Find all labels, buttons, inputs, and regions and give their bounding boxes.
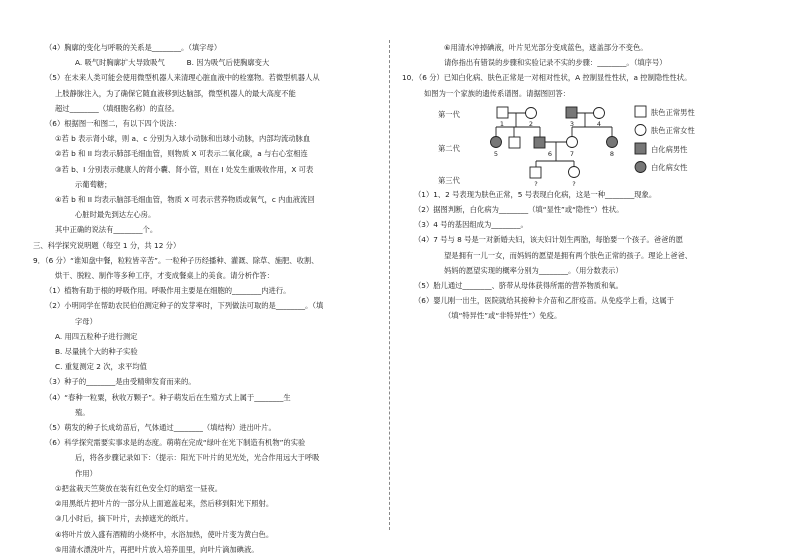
q8-part5-line1: （5）在未来人类可能会使用微型机器人来清理心脏血液中的栓塞物。若微型机器人从: [45, 73, 320, 83]
label-7: 7: [569, 149, 575, 158]
q10-part2: （2）据图判断，白化病为________（填“显性”或“隐性”）性状。: [414, 205, 624, 215]
q10-part6-line2: （填“特异性”或“非特异性”）免疫。: [444, 311, 562, 321]
q9-part6-line3: 作用）: [75, 468, 97, 478]
pedigree-chart: [412, 101, 772, 187]
label-3: 3: [569, 119, 575, 128]
q10-part3: （3）4 号的基因组成为________。: [414, 220, 528, 230]
q9-step-5: ⑤用清水漂洗叶片，再把叶片放入培养皿里，向叶片滴加碘液。: [55, 544, 259, 554]
gen3-unknown-female: [569, 166, 580, 177]
unknown-mark-2: ?: [572, 179, 576, 187]
unknown-mark-1: ?: [534, 179, 538, 187]
legend-albino-female: 白化病女性: [651, 162, 688, 172]
q8-statement-4: ④若 b 和 II 均表示脑部毛细血管，物质 X 可表示营养物质或氧气，c 内血液流回: [55, 195, 315, 205]
individual-7-normal-female: [567, 136, 578, 147]
q10-intro-line2: 如图为一个家族的遗传系谱图。请据图回答：: [424, 88, 570, 98]
q9-intro-line2: 烘干、脱粒、制作等多种工序，才变成餐桌上的美食。请分析作答：: [55, 271, 274, 281]
q10-part4-line1: （4）7 号与 8 号是一对新婚夫妇，该夫妇计划生两胎，每胎要一个孩子。爸爸的愿: [414, 235, 683, 245]
gen2-normal-male: [509, 137, 520, 148]
legend-normal-female-symbol: [635, 124, 646, 135]
generation-1-label: 第一代: [438, 109, 460, 119]
legend-normal-male: 肤色正常男性: [651, 107, 695, 117]
individual-3-albino-male: [566, 107, 577, 118]
q9-part4-cont: 殖。: [75, 407, 90, 417]
q9-intro-line1: 9．（6 分）“谁知盘中餐，粒粒皆辛苦”。一粒种子历经播种、灌溉、除草、施肥、收割、: [33, 255, 319, 265]
left-column: [33, 40, 385, 557]
pedigree-diagram: [412, 101, 772, 187]
q9-part2: （2）小明同学在帮助农民伯伯测定种子的发芽率时，下列做法可取的是________。（填: [45, 301, 324, 311]
q10-part5: （5）胎儿通过________、脐带从母体获得所需的营养物质和氧。: [414, 281, 623, 291]
q8-conclusion: 其中正确的说法有________个。: [55, 225, 158, 235]
q9-option-c: C. 重复测定 2 次，求平均值: [55, 362, 147, 372]
q9-part4: （4）“春种一粒粟，秋收万颗子”。种子萌发后在生殖方式上属于________生: [45, 392, 291, 402]
individual-4-normal-female: [594, 107, 605, 118]
individual-6-albino-male: [534, 137, 545, 148]
label-4: 4: [596, 119, 602, 128]
legend-normal-female: 肤色正常女性: [651, 125, 695, 135]
q9-part5: （5）萌发的种子长成幼苗后，气体通过________（填结构）进出叶片。: [45, 423, 276, 433]
q9-part1: （1）植物有助于根的呼吸作用。呼吸作用主要是在细胞的________内进行。: [45, 286, 291, 296]
q9-part3: （3）种子的________是由受精卵发育而来的。: [45, 377, 196, 387]
legend-albino-male-symbol: [635, 143, 646, 154]
q9-part2-cont: 字母）: [75, 316, 97, 326]
label-8: 8: [609, 149, 615, 158]
q10-part4-line3: 妈妈的愿望实现的概率分别为________。（用分数表示）: [444, 265, 623, 275]
q9-step-6: ⑥用清水冲掉碘液，叶片见光部分变成蓝色，遮盖部分不变色。: [444, 43, 648, 52]
individual-1-normal-male: [497, 107, 508, 118]
legend-normal-male-symbol: [635, 106, 646, 117]
q9-option-a: A. 用四五粒种子进行测定: [55, 331, 138, 341]
q10-part4-line2: 望是拥有一儿一女，而妈妈的愿望是拥有两个肤色正常的孩子。理论上爸爸、: [444, 250, 693, 260]
q8-statement-2: ②若 b 和 II 均表示肺部毛细血管，则物质 X 可表示二氧化碳，a 与右心室相连: [55, 149, 308, 159]
label-2: 2: [528, 119, 534, 128]
legend-albino-female-symbol: [635, 161, 646, 172]
q8-part6-intro: （6）根据图一和图二，有以下四个说法：: [45, 119, 181, 129]
q9-step-2: ②用黑纸片把叶片的一部分从上面遮盖起来，然后移到阳光下照射。: [55, 499, 274, 509]
q9-step-3: ③几小时后，摘下叶片，去掉遮光的纸片。: [55, 514, 193, 524]
label-1: 1: [499, 119, 505, 128]
generation-2-label: 第二代: [438, 143, 460, 153]
q9-error-question: 请你指出有错误的步骤和实验记录不实的步骤：________。（填序号）: [444, 58, 667, 68]
q9-step-4: ④将叶片放入盛有酒精的小烧杯中，水浴加热，使叶片变为黄白色。: [55, 529, 274, 539]
individual-2-normal-female: [526, 107, 537, 118]
q8-part4-options: A. 吸气时胸廓扩大导致吸气 B. 因为吸气后使胸廓变大: [75, 58, 270, 68]
column-divider: [389, 40, 390, 530]
q9-step-1: ①把盆栽天竺葵放在装有红色安全灯的暗室一昼夜。: [55, 483, 223, 493]
q8-statement-1: ①若 b 表示肾小球，则 a、c 分别为入球小动脉和出球小动脉，内部均流动脉血: [55, 134, 311, 144]
label-6: 6: [547, 149, 553, 158]
legend-albino-male: 白化病男性: [651, 144, 688, 154]
generation-3-label: 第三代: [438, 175, 460, 185]
q10-intro-line1: 10．（6 分）已知白化病、肤色正常是一对相对性状，A 控制显性性状，a 控制隐性性状。: [402, 73, 692, 83]
q8-statement-3-cont: 示葡萄糖；: [75, 179, 112, 189]
q8-part4: （4）胸廓的变化与呼吸的关系是________。（填字母）: [45, 43, 222, 52]
section-3-heading: 三、科学探究说明题（每空 1 分，共 12 分）: [33, 240, 181, 250]
q9-part6-line2: 后，将各步骤记录如下：（提示：阳光下叶片的见光处，光合作用远大于呼吸: [75, 453, 320, 463]
individual-8-albino-female: [607, 136, 618, 147]
q8-statement-4-cont: 心脏时最先到达左心房。: [75, 210, 156, 220]
individual-5-albino-female: [491, 136, 502, 147]
q10-part1: （1）1、2 号表现为肤色正常，5 号表现白化病，这是一种________现象。: [414, 189, 657, 199]
right-column: [402, 40, 764, 324]
q9-part6-line1: （6）科学探究需要实事求是的态度。萌萌在完成“绿叶在光下制造有机物”的实验: [45, 438, 306, 448]
label-5: 5: [493, 149, 499, 158]
q8-part5-line3: 超过________（填细胞名称）的直径。: [55, 103, 180, 113]
q9-option-b: B. 尽量挑个大的种子实验: [55, 347, 138, 357]
q8-part5-line2: 上肢静脉注入，为了确保它随血液移到达脑部，微型机器人的最大高度不能: [55, 88, 296, 98]
q10-part6-line1: （6）婴儿刚一出生，医院就给其接种卡介苗和乙肝疫苗。从免疫学上看，这属于: [414, 296, 675, 306]
gen3-unknown-male: [530, 167, 541, 178]
q8-statement-3: ③若 b、I 分别表示健康人的肾小囊、肾小管，则在 I 处发生重吸收作用，X 可表: [55, 164, 314, 174]
